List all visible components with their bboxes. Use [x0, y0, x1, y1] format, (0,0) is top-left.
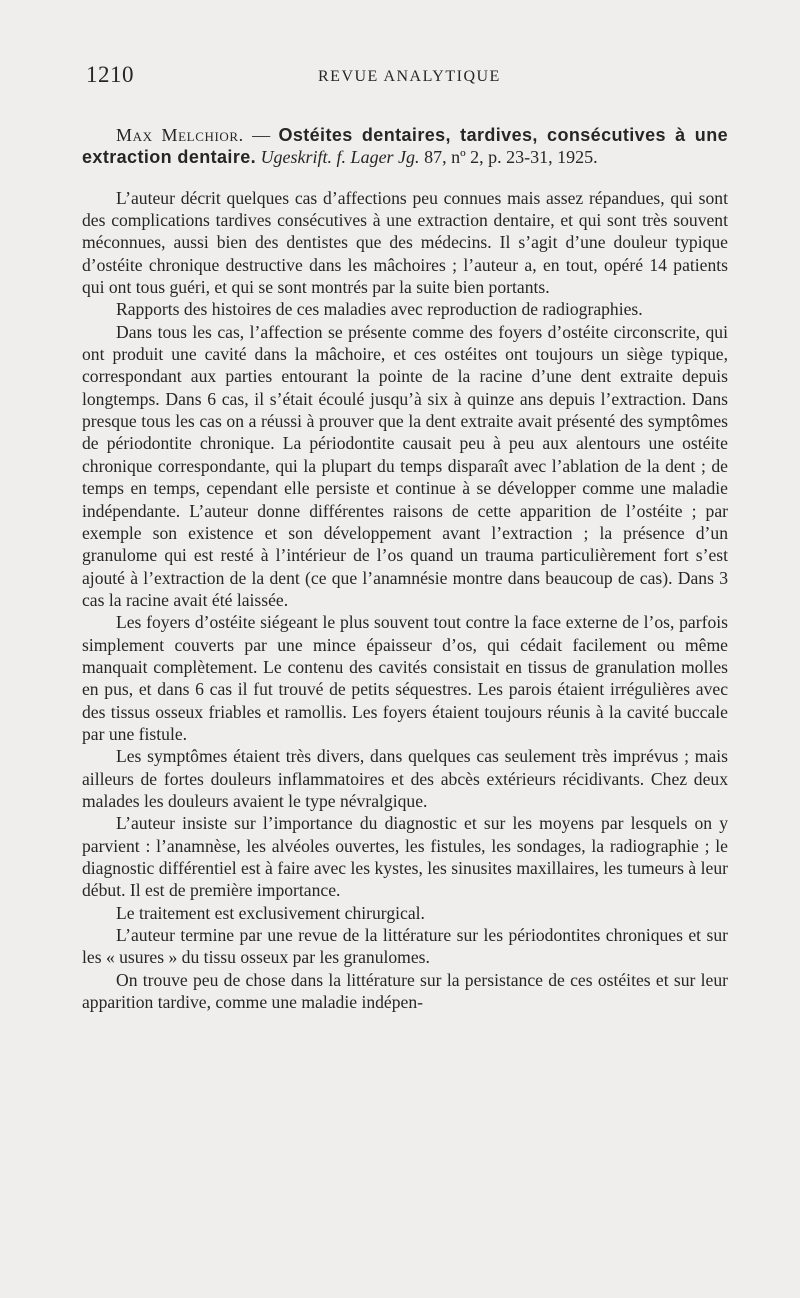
paragraph-5: Les symptômes étaient très divers, dans quelques cas seulement très imprévus ; mais ailleurs de fortes douleurs inflammatoires et des abcès extérieurs récidivants. Chez deux malades les douleurs avaient le type névralgique. [82, 746, 728, 811]
journal-name: Ugeskrift. f. Lager Jg. [260, 147, 420, 168]
article-body [82, 124, 728, 1013]
article-citation [82, 124, 728, 169]
page-header [86, 62, 726, 92]
paragraph-3: Dans tous les cas, l’affection se présente comme des foyers d’ostéite circonscrite, qui ont produit une cavité dans la mâchoire, et ces ostéites ont toujours un siège typique, correspondant aux parties entourant la pointe de la racine d’une dent extraite depuis longtemps. Dans 6 cas, il s’était écoulé jusqu’à six à quinze ans depuis l’extraction. Dans presque tous les cas on a réussi à prouver que la dent extraite avait présenté des symptômes de périodontite chronique. La périodontite causait peu à peu aux alentours une ostéite chronique correspondante, qui la plupart du temps disparaît avec l’ablation de la dent ; de temps en temps, cependant elle persiste et continue à se développer comme une maladie indépendante. L’auteur donne différentes raisons de cette apparition de l’ostéite ; par exemple son existence et son développement avant l’extraction ; la présence d’un granulome qui est resté à l’intérieur de l’os quand un trauma particulièrement fort s’est ajouté à l’extraction de la dent (ce que l’anamnésie montre dans beaucoup de cas). Dans 3 cas la racine avait été laissée. [82, 321, 728, 610]
citation-dash: — [243, 125, 279, 145]
article-title: Ostéites dentaires, tardives, consécutives à une extraction dentaire. [82, 125, 728, 168]
journal-reference: 87, nº 2, p. 23-31, 1925. [419, 147, 598, 168]
paragraph-6: L’auteur insiste sur l’importance du diagnostic et sur les moyens par lesquels on y parvient : l’anamnèse, les alvéoles ouvertes, les fistules, les sondages, la radiographie ; le diagnostic différentiel est à faire avec les kystes, les sinusites maxillaires, les tumeurs à leur début. Il est de première importance. [82, 813, 728, 901]
paragraph-2: Rapports des histoires de ces maladies avec reproduction de radiographies. [116, 299, 643, 320]
paragraph-7: Le traitement est exclusivement chirurgical. [116, 902, 425, 923]
paragraph-9: On trouve peu de chose dans la littérature sur la persistance de ces ostéites et sur leur apparition tardive, comme une maladie indépen- [82, 969, 728, 1013]
running-title: REVUE ANALYTIQUE [318, 68, 501, 85]
paragraph-4: Les foyers d’ostéite siégeant le plus souvent tout contre la face externe de l’os, parfois simplement couverts par une mince épaisseur d’os, qui cédait facilement ou même manquait complètement. Le contenu des cavités consistait en tissus de granulation molles en pus, et dans 6 cas il fut trouvé de petits séquestres. Les parois étaient irrégulières avec des tissus osseux friables et ramollis. Les foyers étaient toujours réunis à la cavité buccale par une fistule. [82, 612, 728, 744]
paragraph-8: L’auteur termine par une revue de la littérature sur les périodontites chroniques et sur les « usures » du tissu osseux par les granulomes. [82, 925, 728, 968]
paragraph-1: L’auteur décrit quelques cas d’affections peu connues mais assez répandues, qui sont des complications tardives consécutives à une extraction dentaire, et qui sont très souvent méconnues, aussi bien des dentistes que des médecins. Il s’agit d’une douleur typique d’ostéite chronique destructive dans les mâchoires ; l’auteur a, en tout, opéré 14 patients qui ont tous guéri, et qui se sont montrés par la suite bien portants. [82, 187, 728, 298]
page-number: 1210 [86, 62, 134, 87]
author-name: Max Melchior. [116, 125, 244, 145]
